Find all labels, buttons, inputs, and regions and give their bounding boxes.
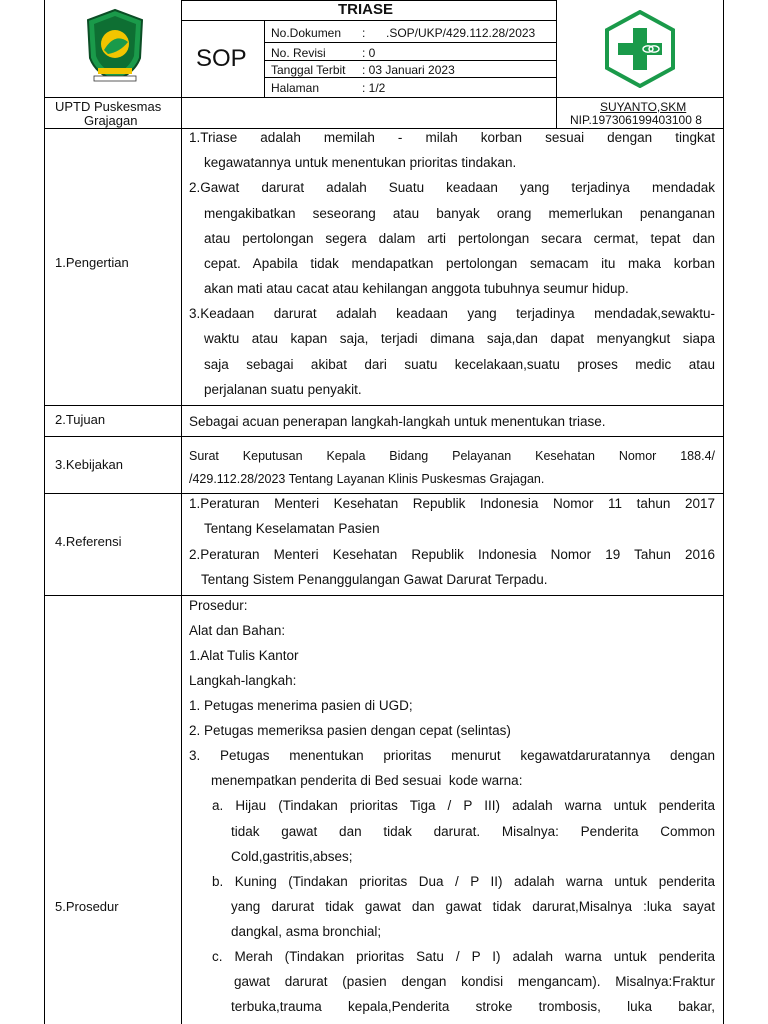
prosedur-line: Cold,gastritis,abses; xyxy=(231,849,353,864)
prosedur-line: gawat darurat (pasien dengan kondisi mengancam). Misalnya:Fraktur xyxy=(234,974,715,989)
prosedur-line: Langkah-langkah: xyxy=(189,673,297,688)
row-line-header xyxy=(44,128,724,129)
prosedur-line: 1.Alat Tulis Kantor xyxy=(189,648,299,663)
tujuan-line: Sebagai acuan penerapan langkah-langkah untuk menentukan triase. xyxy=(189,414,606,429)
label-prosedur: 5.Prosedur xyxy=(55,899,119,914)
label-tujuan: 2.Tujuan xyxy=(55,412,106,427)
prosedur-line: terbuka,trauma kepala,Penderita stroke trombosis, luka bakar, xyxy=(231,999,715,1014)
prosedur-line: yang darurat tidak gawat dan gawat tidak darurat,Misalnya :luka sayat xyxy=(231,899,715,914)
pengertian-line: 2.Gawat darurat adalah Suatu keadaan yang terjadinya mendadak xyxy=(189,180,715,195)
pengertian-line: akan mati atau cacat atau kehilangan anggota tubuhnya seumur hidup. xyxy=(204,281,629,296)
referensi-line: 1.Peraturan Menteri Kesehatan Republik Indonesia Nomor 11 tahun 2017 xyxy=(189,496,715,511)
regency-seal-logo xyxy=(82,8,148,86)
prosedur-line: a. Hijau (Tindakan prioritas Tiga / P III) adalah warna untuk penderita xyxy=(212,798,715,813)
pengertian-line: kegawatannya untuk menentukan prioritas tindakan. xyxy=(204,155,517,170)
row-line-3 xyxy=(44,493,724,494)
prosedur-line: c. Merah (Tindakan prioritas Satu / P I) adalah warna untuk penderita xyxy=(212,949,715,964)
row-line-4 xyxy=(44,595,724,596)
prosedur-line: 2. Petugas memeriksa pasien dengan cepat (selintas) xyxy=(189,723,511,738)
row-line-1 xyxy=(44,405,724,406)
document-title: TRIASE xyxy=(338,1,394,18)
meta-label-tanggal-terbit: Tanggal Terbit xyxy=(271,63,346,77)
meta-label-no-dokumen: No.Dokumen xyxy=(271,26,342,40)
meta-sep-no-dokumen: : xyxy=(362,26,366,40)
org-name-line-1: UPTD Puskesmas xyxy=(55,99,162,114)
pengertian-line: 3.Keadaan darurat adalah keadaan yang terjadinya mendadak,sewaktu- xyxy=(189,306,715,321)
org-name-line-2: Grajagan xyxy=(84,113,138,128)
prosedur-line: b. Kuning (Tindakan prioritas Dua / P II) adalah warna untuk penderita xyxy=(212,874,715,889)
prosedur-line: 3. Petugas menentukan prioritas menurut kegawatdaruratannya dengan xyxy=(189,748,715,763)
sop-label: SOP xyxy=(196,45,247,72)
kebijakan-line: /429.112.28/2023 Tentang Layanan Klinis Puskesmas Grajagan. xyxy=(189,472,545,486)
label-pengertian: 1.Pengertian xyxy=(55,255,129,270)
col-divider-2 xyxy=(556,0,557,128)
kebijakan-line: Surat Keputusan Kepala Bidang Pelayanan Kesehatan Nomor 188.4/ xyxy=(189,449,715,463)
puskesmas-logo xyxy=(603,10,677,88)
row-line-2 xyxy=(44,436,724,437)
pengertian-line: atau pertolongan segera dalam arti pertolongan secara cermat, tepat dan xyxy=(204,231,715,246)
signer-name: SUYANTO,SKM xyxy=(600,100,687,114)
pengertian-line: mengakibatkan seseorang atau banyak orang memerlukan penanganan xyxy=(204,206,715,221)
pengertian-line: cepat. Apabila tidak mendapatkan pertolongan semacam itu maka korban xyxy=(204,256,715,271)
prosedur-line: 1. Petugas menerima pasien di UGD; xyxy=(189,698,413,713)
meta-left-divider xyxy=(264,20,265,97)
meta-sep-no-revisi: : 0 xyxy=(362,46,376,60)
pengertian-line: perjalanan suatu penyakit. xyxy=(204,382,362,397)
meta-label-halaman: Halaman xyxy=(271,81,320,95)
header-row-bottom xyxy=(44,97,724,98)
pengertian-line: waktu atau kapan saja, terjadi dimana saja,dan dapat menyangkut siapa xyxy=(204,331,715,346)
border-left xyxy=(44,0,45,1024)
label-kebijakan: 3.Kebijakan xyxy=(55,457,123,472)
meta-label-no-revisi: No. Revisi xyxy=(271,46,326,60)
pengertian-line: 1.Triase adalah memilah - milah korban sesuai dengan tingkat xyxy=(189,130,715,145)
title-bottom xyxy=(181,20,556,21)
referensi-line: Tentang Sistem Penanggulangan Gawat Darurat Terpadu. xyxy=(201,572,548,587)
border-right xyxy=(723,0,724,1024)
meta-value-no-dokumen: .SOP/UKP/429.112.28/2023 xyxy=(386,26,536,40)
pengertian-line: saja sebagai akibat dari suatu kecelakaan,suatu proses medic atau xyxy=(204,357,715,372)
referensi-line: Tentang Keselamatan Pasien xyxy=(204,521,380,536)
prosedur-line: menempatkan penderita di Bed sesuai kode warna: xyxy=(211,773,523,788)
prosedur-line: tidak gawat dan tidak darurat. Misalnya: Penderita Common xyxy=(231,824,715,839)
label-col-divider xyxy=(181,128,182,1024)
referensi-line: 2.Peraturan Menteri Kesehatan Republik Indonesia Nomor 19 Tahun 2016 xyxy=(189,547,715,562)
meta-row-1 xyxy=(264,42,556,43)
meta-sep-tanggal-terbit: : 03 Januari 2023 xyxy=(362,63,455,77)
prosedur-line: dangkal, asma bronchial; xyxy=(231,924,382,939)
meta-sep-halaman: : 1/2 xyxy=(362,81,386,95)
label-referensi: 4.Referensi xyxy=(55,534,122,549)
prosedur-line: Prosedur: xyxy=(189,598,248,613)
prosedur-line: Alat dan Bahan: xyxy=(189,623,286,638)
signer-nip: NIP.197306199403100 8 xyxy=(570,113,702,127)
